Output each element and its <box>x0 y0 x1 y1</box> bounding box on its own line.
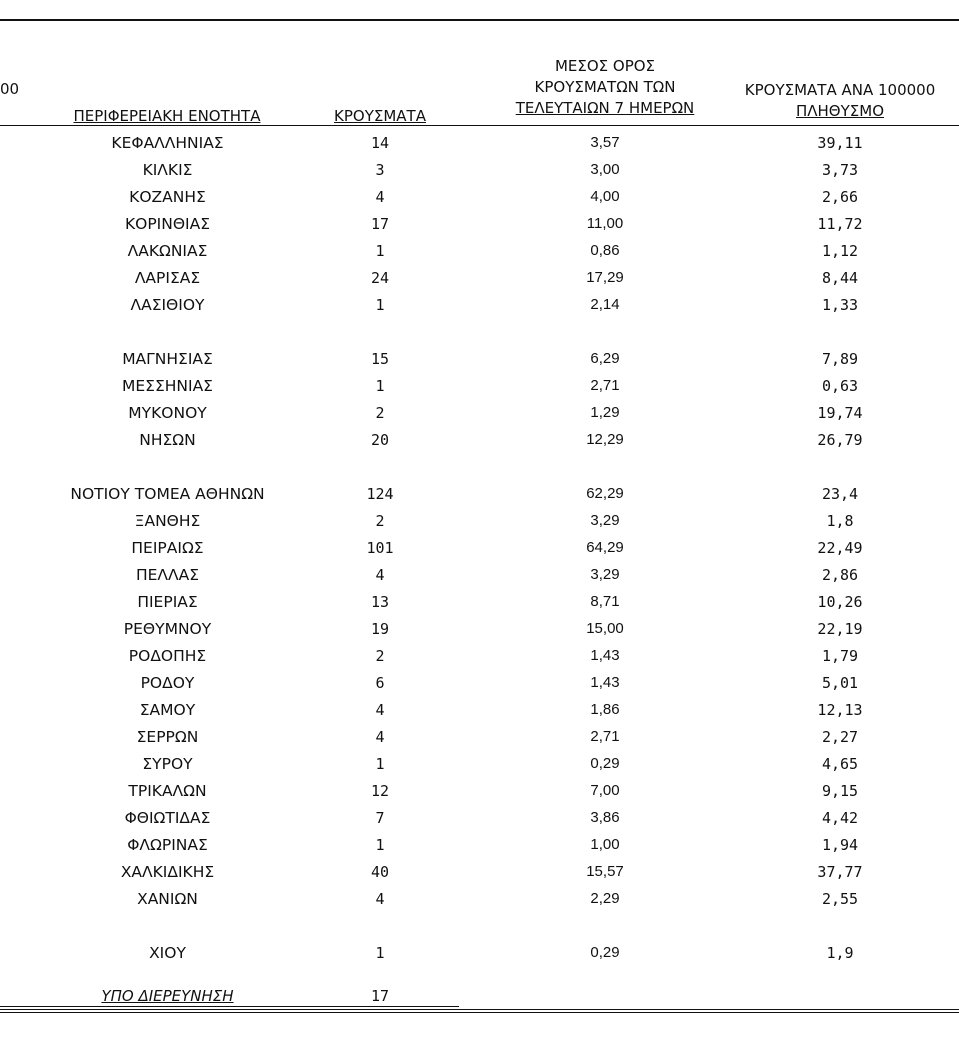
cell-region: ΣΥΡΟΥ <box>142 755 193 773</box>
header-per100k-line1: ΚΡΟΥΣΜΑΤΑ ΑΝΑ 100000 <box>744 81 936 99</box>
cell-cases: 1 <box>375 836 385 854</box>
table-row <box>0 591 959 618</box>
cell-avg7: 64,29 <box>586 539 624 556</box>
cell-per100k: 2,66 <box>821 188 859 206</box>
table-row <box>0 132 959 159</box>
cell-per100k: 5,01 <box>821 674 859 692</box>
data-table-body <box>0 132 959 969</box>
header-region: ΠΕΡΙΦΕΡΕΙΑΚΗ ΕΝΟΤΗΤΑ <box>73 107 261 125</box>
cell-avg7: 3,86 <box>590 809 620 826</box>
cell-avg7: 6,29 <box>590 350 620 367</box>
table-row <box>0 213 959 240</box>
table-row <box>0 807 959 834</box>
header-per100k-line2: ΠΛΗΘΥΣΜΟ <box>795 102 884 120</box>
table-row <box>0 726 959 753</box>
cell-per100k: 1,12 <box>821 242 859 260</box>
cell-region: ΦΛΩΡΙΝΑΣ <box>127 836 208 854</box>
cell-cases: 13 <box>370 593 390 611</box>
cell-cases: 4 <box>375 890 385 908</box>
cell-avg7: 12,29 <box>586 431 624 448</box>
table-row <box>0 672 959 699</box>
header-avg7-line3: ΤΕΛΕΥΤΑΙΩΝ 7 ΗΜΕΡΩΝ <box>515 99 695 117</box>
cell-per100k: 1,9 <box>826 944 854 962</box>
cell-per100k: 10,26 <box>817 593 863 611</box>
cell-region: ΛΑΡΙΣΑΣ <box>134 269 201 287</box>
cell-region: ΠΙΕΡΙΑΣ <box>137 593 198 611</box>
table-row <box>0 942 959 969</box>
cell-cases: 19 <box>370 620 390 638</box>
table-row <box>0 753 959 780</box>
cell-avg7: 2,29 <box>590 890 620 907</box>
table-row <box>0 618 959 645</box>
cell-per100k: 9,15 <box>821 782 859 800</box>
table-row <box>0 402 959 429</box>
table-row <box>0 564 959 591</box>
top-rule <box>0 19 959 21</box>
table-row <box>0 240 959 267</box>
cell-region: ΛΑΚΩΝΙΑΣ <box>127 242 208 260</box>
header-cases: ΚΡΟΥΣΜΑΤΑ <box>334 107 426 125</box>
cell-cases: 101 <box>366 539 394 557</box>
cell-per100k: 8,44 <box>821 269 859 287</box>
cell-per100k: 19,74 <box>817 404 863 422</box>
cell-avg7: 3,29 <box>590 512 620 529</box>
cell-per100k: 7,89 <box>821 350 859 368</box>
cell-per100k: 1,79 <box>821 647 859 665</box>
cell-region: ΝΟΤΙΟΥ ΤΟΜΕΑ ΑΘΗΝΩΝ <box>70 485 265 503</box>
header-rule <box>0 125 959 126</box>
cell-avg7: 3,57 <box>590 134 620 151</box>
table-row <box>0 186 959 213</box>
cell-avg7: 2,71 <box>590 728 620 745</box>
cell-cases: 2 <box>375 512 385 530</box>
cell-per100k: 12,13 <box>817 701 863 719</box>
table-row <box>0 861 959 888</box>
cell-region: ΣΕΡΡΩΝ <box>136 728 199 746</box>
table-row <box>0 699 959 726</box>
cell-per100k: 0,63 <box>821 377 859 395</box>
cell-region: ΠΕΙΡΑΙΩΣ <box>131 539 204 557</box>
cell-region: ΝΗΣΩΝ <box>139 431 196 449</box>
cell-avg7: 3,29 <box>590 566 620 583</box>
cell-region: ΡΟΔΟΠΗΣ <box>128 647 207 665</box>
cell-avg7: 8,71 <box>590 593 620 610</box>
cell-cases: 6 <box>375 674 385 692</box>
cell-region: ΣΑΜΟΥ <box>139 701 196 719</box>
cell-cases: 1 <box>375 296 385 314</box>
cell-region: ΧΑΝΙΩΝ <box>137 890 198 908</box>
footer-underline <box>0 1006 459 1007</box>
cell-avg7: 2,14 <box>590 296 620 313</box>
cell-avg7: 15,00 <box>586 620 624 637</box>
cell-avg7: 1,00 <box>590 836 620 853</box>
cell-avg7: 1,43 <box>590 674 620 691</box>
cell-cases: 24 <box>370 269 390 287</box>
table-row <box>0 780 959 807</box>
footer-row <box>0 984 959 1008</box>
cell-region: ΚΟΡΙΝΘΙΑΣ <box>124 215 211 233</box>
cell-region: ΧΑΛΚΙΔΙΚΗΣ <box>120 863 215 881</box>
cell-per100k: 2,55 <box>821 890 859 908</box>
cell-cases: 1 <box>375 755 385 773</box>
cell-per100k: 39,11 <box>817 134 863 152</box>
cell-avg7: 7,00 <box>590 782 620 799</box>
table-row <box>0 510 959 537</box>
header-avg7-line1: ΜΕΣΟΣ ΟΡΟΣ <box>554 57 656 75</box>
cell-cases: 40 <box>370 863 390 881</box>
cell-per100k: 4,42 <box>821 809 859 827</box>
cell-region: ΚΟΖΑΝΗΣ <box>129 188 206 206</box>
cell-cases: 4 <box>375 701 385 719</box>
cell-avg7: 1,29 <box>590 404 620 421</box>
cell-avg7: 11,00 <box>586 215 624 232</box>
cell-per100k: 1,94 <box>821 836 859 854</box>
table-row <box>0 483 959 510</box>
cell-region: ΤΡΙΚΑΛΩΝ <box>128 782 207 800</box>
cell-region: ΡΟΔΟΥ <box>140 674 195 692</box>
cell-cases: 1 <box>375 242 385 260</box>
truncated-header-fragment: 00 <box>0 80 20 98</box>
cell-avg7: 1,43 <box>590 647 620 664</box>
cell-cases: 15 <box>370 350 390 368</box>
cell-cases: 2 <box>375 647 385 665</box>
cell-per100k: 23,4 <box>821 485 859 503</box>
cell-avg7: 62,29 <box>586 485 624 502</box>
header-avg7 <box>495 56 715 119</box>
table-row <box>0 645 959 672</box>
cell-cases: 4 <box>375 188 385 206</box>
cell-avg7: 0,29 <box>590 944 620 961</box>
cell-avg7: 0,29 <box>590 755 620 772</box>
cell-avg7: 2,71 <box>590 377 620 394</box>
cell-avg7: 4,00 <box>590 188 620 205</box>
cell-per100k: 26,79 <box>817 431 863 449</box>
cell-avg7: 17,29 <box>586 269 624 286</box>
cell-avg7: 0,86 <box>590 242 620 259</box>
footer-cases: 17 <box>370 987 390 1005</box>
table-row <box>0 888 959 942</box>
cell-avg7: 1,86 <box>590 701 620 718</box>
cell-region: ΜΕΣΣΗΝΙΑΣ <box>122 377 213 395</box>
cell-cases: 7 <box>375 809 385 827</box>
cell-region: ΡΕΘΥΜΝΟΥ <box>123 620 212 638</box>
cell-per100k: 1,8 <box>826 512 854 530</box>
cell-region: ΚΕΦΑΛΛΗΝΙΑΣ <box>111 134 224 152</box>
cell-per100k: 3,73 <box>821 161 859 179</box>
cell-per100k: 1,33 <box>821 296 859 314</box>
cell-cases: 1 <box>375 377 385 395</box>
table-row <box>0 159 959 186</box>
header-per100k <box>720 80 959 122</box>
cell-region: ΧΙΟΥ <box>149 944 186 962</box>
cell-per100k: 22,19 <box>817 620 863 638</box>
table-row <box>0 375 959 402</box>
cell-per100k: 4,65 <box>821 755 859 773</box>
cell-cases: 1 <box>375 944 385 962</box>
cell-region: ΚΙΛΚΙΣ <box>142 161 193 179</box>
cell-cases: 14 <box>370 134 390 152</box>
cell-cases: 2 <box>375 404 385 422</box>
header-avg7-line2: ΚΡΟΥΣΜΑΤΩΝ ΤΩΝ <box>534 78 676 96</box>
cell-per100k: 2,27 <box>821 728 859 746</box>
cell-region: ΞΑΝΘΗΣ <box>134 512 201 530</box>
cell-region: ΠΕΛΛΑΣ <box>135 566 200 584</box>
cell-per100k: 11,72 <box>817 215 863 233</box>
cell-per100k: 2,86 <box>821 566 859 584</box>
cell-cases: 4 <box>375 728 385 746</box>
cell-per100k: 22,49 <box>817 539 863 557</box>
cell-avg7: 3,00 <box>590 161 620 178</box>
cell-region: ΦΘΙΩΤΙΔΑΣ <box>124 809 211 827</box>
table-row <box>0 348 959 375</box>
cell-cases: 17 <box>370 215 390 233</box>
footer-label: ΥΠΟ ΔΙΕΡΕΥΝΗΣΗ <box>101 987 234 1005</box>
cell-avg7: 15,57 <box>586 863 624 880</box>
cell-region: ΜΥΚΟΝΟΥ <box>128 404 207 422</box>
cell-region: ΜΑΓΝΗΣΙΑΣ <box>122 350 213 368</box>
cell-cases: 124 <box>366 485 394 503</box>
table-row <box>0 267 959 294</box>
table-row <box>0 429 959 483</box>
cell-cases: 3 <box>375 161 385 179</box>
table-row <box>0 834 959 861</box>
cell-cases: 4 <box>375 566 385 584</box>
table-row <box>0 537 959 564</box>
table-row <box>0 294 959 348</box>
cell-per100k: 37,77 <box>817 863 863 881</box>
cell-cases: 12 <box>370 782 390 800</box>
cell-region: ΛΑΣΙΘΙΟΥ <box>130 296 205 314</box>
bottom-double-rule <box>0 1009 959 1013</box>
cell-cases: 20 <box>370 431 390 449</box>
